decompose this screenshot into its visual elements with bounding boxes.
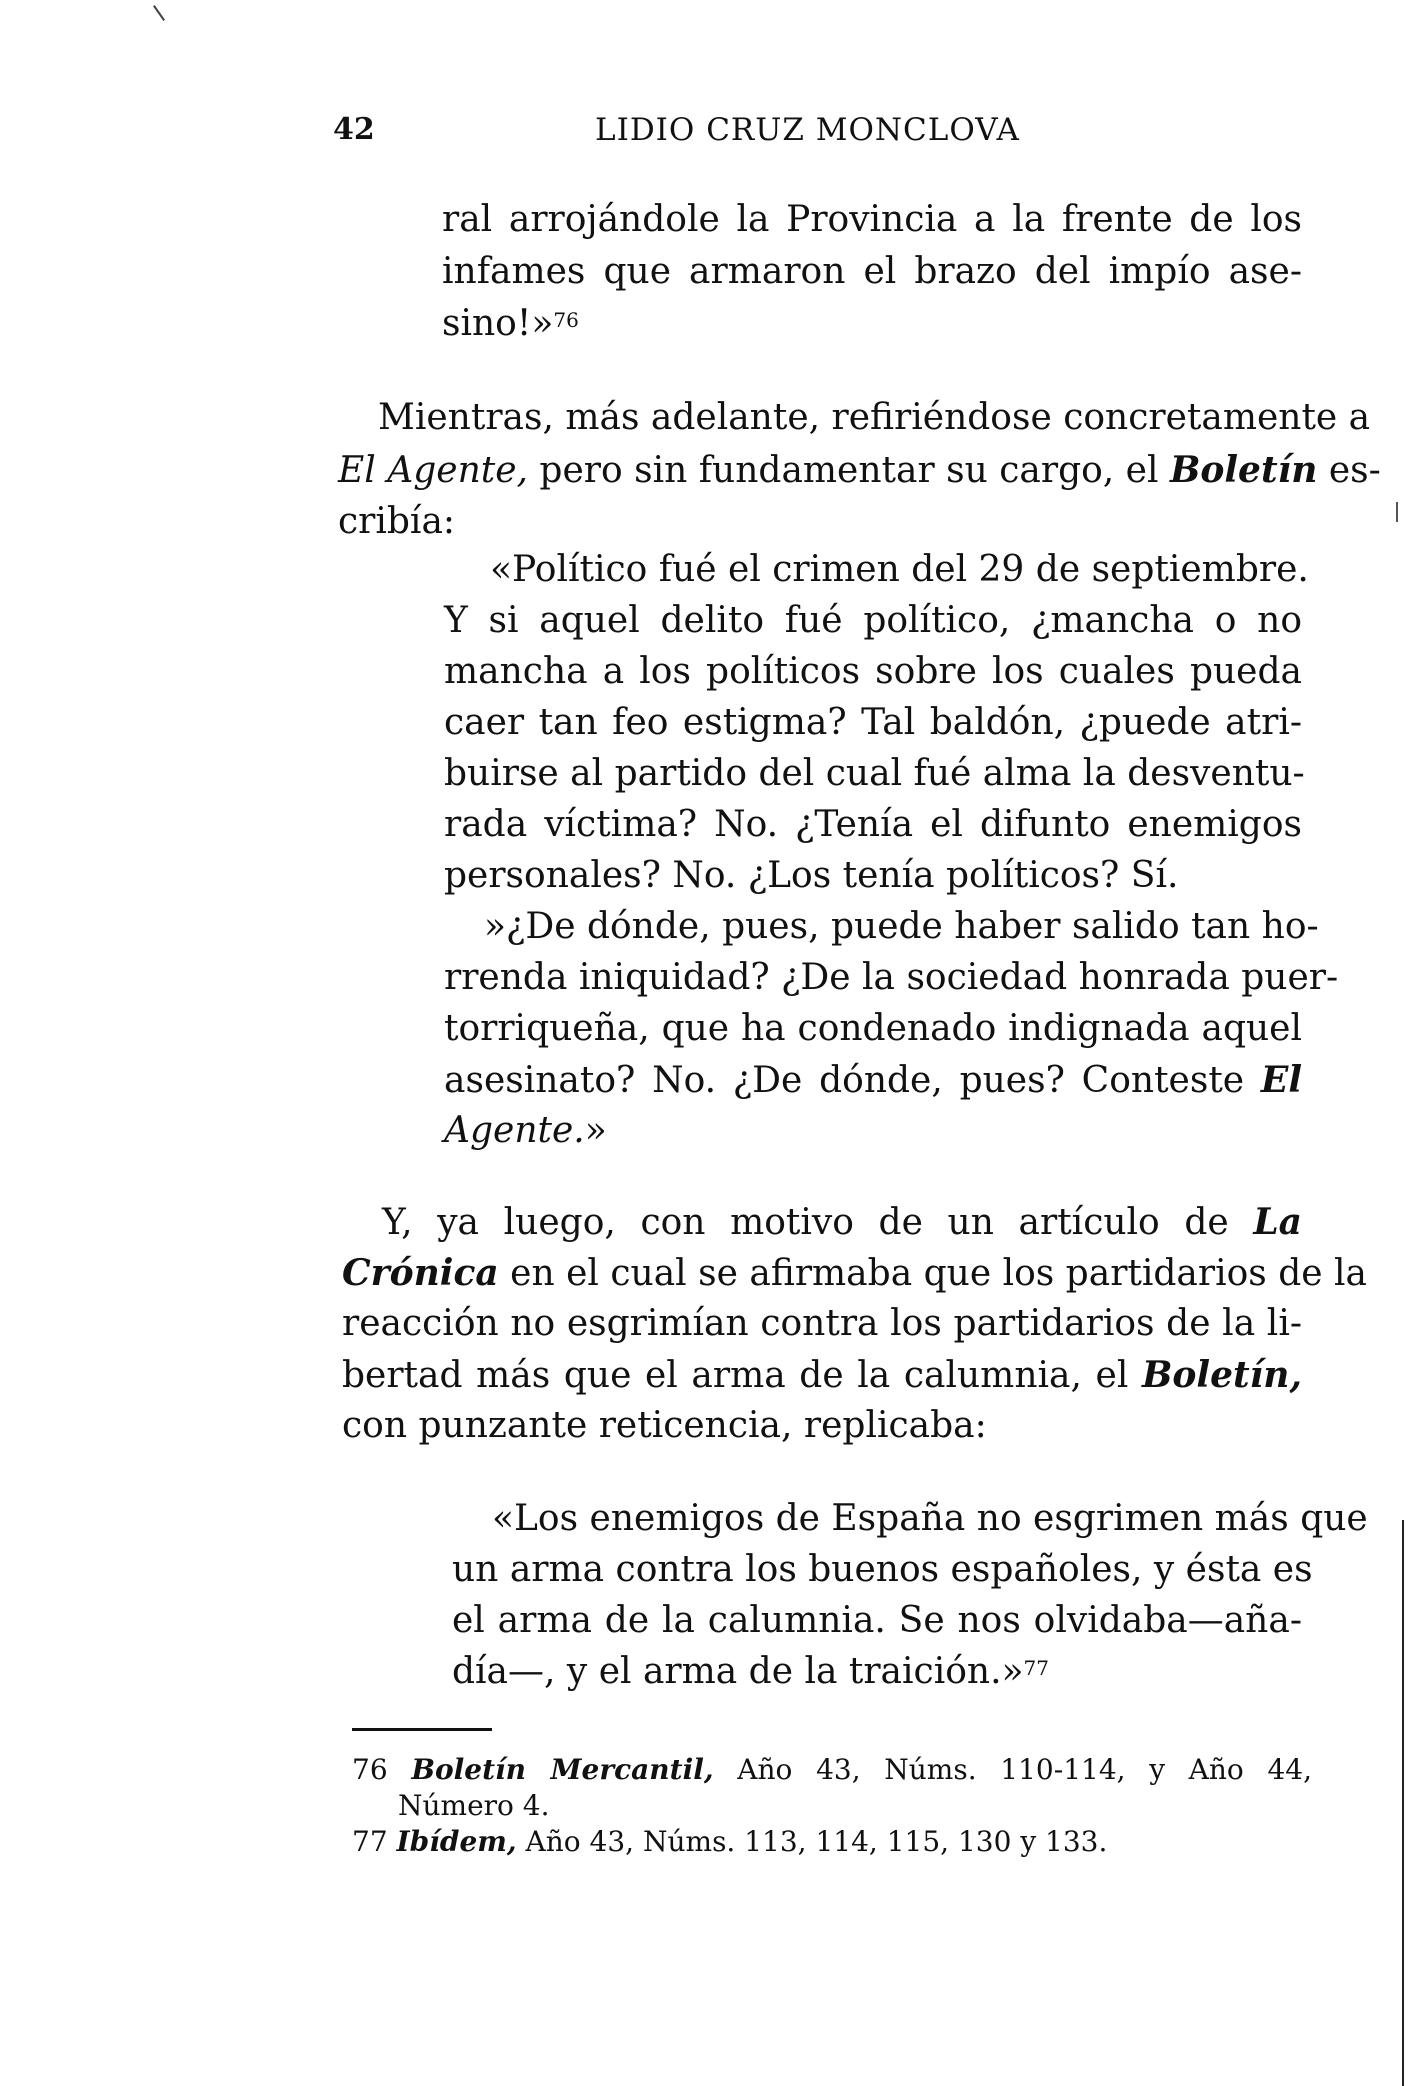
text-line: «Los enemigos de España no esgrimen más que	[492, 1498, 1368, 1539]
footnote-number: 76	[352, 1753, 388, 1786]
text-line: un arma contra los buenos españoles, y ésta es	[452, 1549, 1313, 1590]
text-line: rrenda iniquidad? ¿De la sociedad honrada puer-	[444, 957, 1339, 998]
text-line: personales? No. ¿Los tenía políticos? Sí.	[444, 855, 1179, 896]
footnote-detail: Año 43, Núms. 110-114, y Año 44,	[713, 1753, 1312, 1786]
text-line: «Político fué el crimen del 29 de septiembre.	[490, 549, 1309, 590]
text-line	[444, 1056, 1302, 1105]
text-span: »	[584, 1110, 607, 1151]
text-line	[444, 1107, 1302, 1155]
footnote-ref-77: 77	[1023, 1656, 1049, 1680]
footnote-detail: Año 43, Núms. 113, 114, 115, 130 y 133.	[516, 1825, 1108, 1858]
text-line: »¿De dónde, pues, puede haber salido tan ho-	[484, 906, 1319, 947]
page-edge-line	[1402, 1520, 1404, 2086]
scan-mark	[1396, 502, 1398, 522]
footnote-number: 77	[352, 1825, 388, 1858]
page-header	[333, 112, 1033, 152]
text-line	[452, 1648, 1302, 1696]
footnote-rule	[352, 1728, 492, 1731]
publication-title: Boletín,	[1141, 1354, 1302, 1396]
text-line: rada víctima? No. ¿Tenía el difunto enemigos	[444, 804, 1302, 845]
text-span: día—, y el arma de la traición.»	[452, 1651, 1024, 1692]
text-line: el arma de la calumnia. Se nos olvidaba—aña-	[452, 1600, 1302, 1641]
text-line	[382, 1198, 1302, 1247]
scan-mark	[153, 5, 165, 21]
publication-title: La	[1253, 1201, 1302, 1243]
text-span: pero sin fundamentar su cargo, el	[527, 450, 1170, 491]
text-line: con punzante reticencia, replicaba:	[342, 1405, 987, 1446]
running-head: LIDIO CRUZ MONCLOVA	[595, 112, 1020, 148]
text-line: buirse al partido del cual fué alma la desventu-	[444, 753, 1305, 794]
text-line: Mientras, más adelante, refiriéndose concretamente a	[378, 397, 1371, 438]
page-number: 42	[333, 112, 375, 147]
footnote-77	[352, 1824, 1312, 1860]
publication-title: El Agente,	[338, 450, 528, 491]
text-span: asesinato? No. ¿De dónde, pues? Conteste	[444, 1060, 1261, 1101]
text-span: en el cual se afirmaba que los partidarios de la	[498, 1253, 1367, 1294]
publication-title: Agente.	[444, 1110, 585, 1151]
text-line	[442, 300, 1302, 348]
quote-close: sino!»	[442, 303, 554, 344]
text-line	[342, 1249, 1367, 1298]
text-line: ral arrojándole la Provincia a la frente de los	[442, 199, 1302, 240]
text-line: Y si aquel delito fué político, ¿mancha o no	[444, 600, 1302, 641]
text-line	[342, 1351, 1302, 1400]
text-span: es-	[1317, 450, 1381, 491]
text-line: mancha a los políticos sobre los cuales pueda	[444, 651, 1302, 692]
text-line: reacción no esgrimían contra los partidarios de la li-	[342, 1303, 1302, 1344]
text-span: Y, ya luego, con motivo de un artículo de	[382, 1202, 1254, 1243]
footnote-source: Ibídem,	[396, 1825, 517, 1858]
text-line	[338, 446, 1381, 495]
text-span: bertad más que el arma de la calumnia, el	[342, 1355, 1142, 1396]
footnote-76	[352, 1752, 1312, 1788]
publication-title: Boletín	[1169, 449, 1318, 491]
footnote-ref-76: 76	[553, 308, 579, 332]
publication-title: Crónica	[342, 1252, 499, 1294]
publication-title: El	[1260, 1059, 1302, 1101]
text-line: caer tan feo estigma? Tal baldón, ¿puede atri-	[444, 702, 1302, 743]
text-line: torriqueña, que ha condenado indignada aquel	[444, 1008, 1302, 1049]
footnote-source: Boletín Mercantil,	[411, 1753, 714, 1786]
text-line: infames que armaron el brazo del impío ase-	[442, 251, 1302, 292]
footnote-76-continuation: Número 4.	[398, 1789, 550, 1822]
text-line: cribía:	[338, 501, 456, 542]
